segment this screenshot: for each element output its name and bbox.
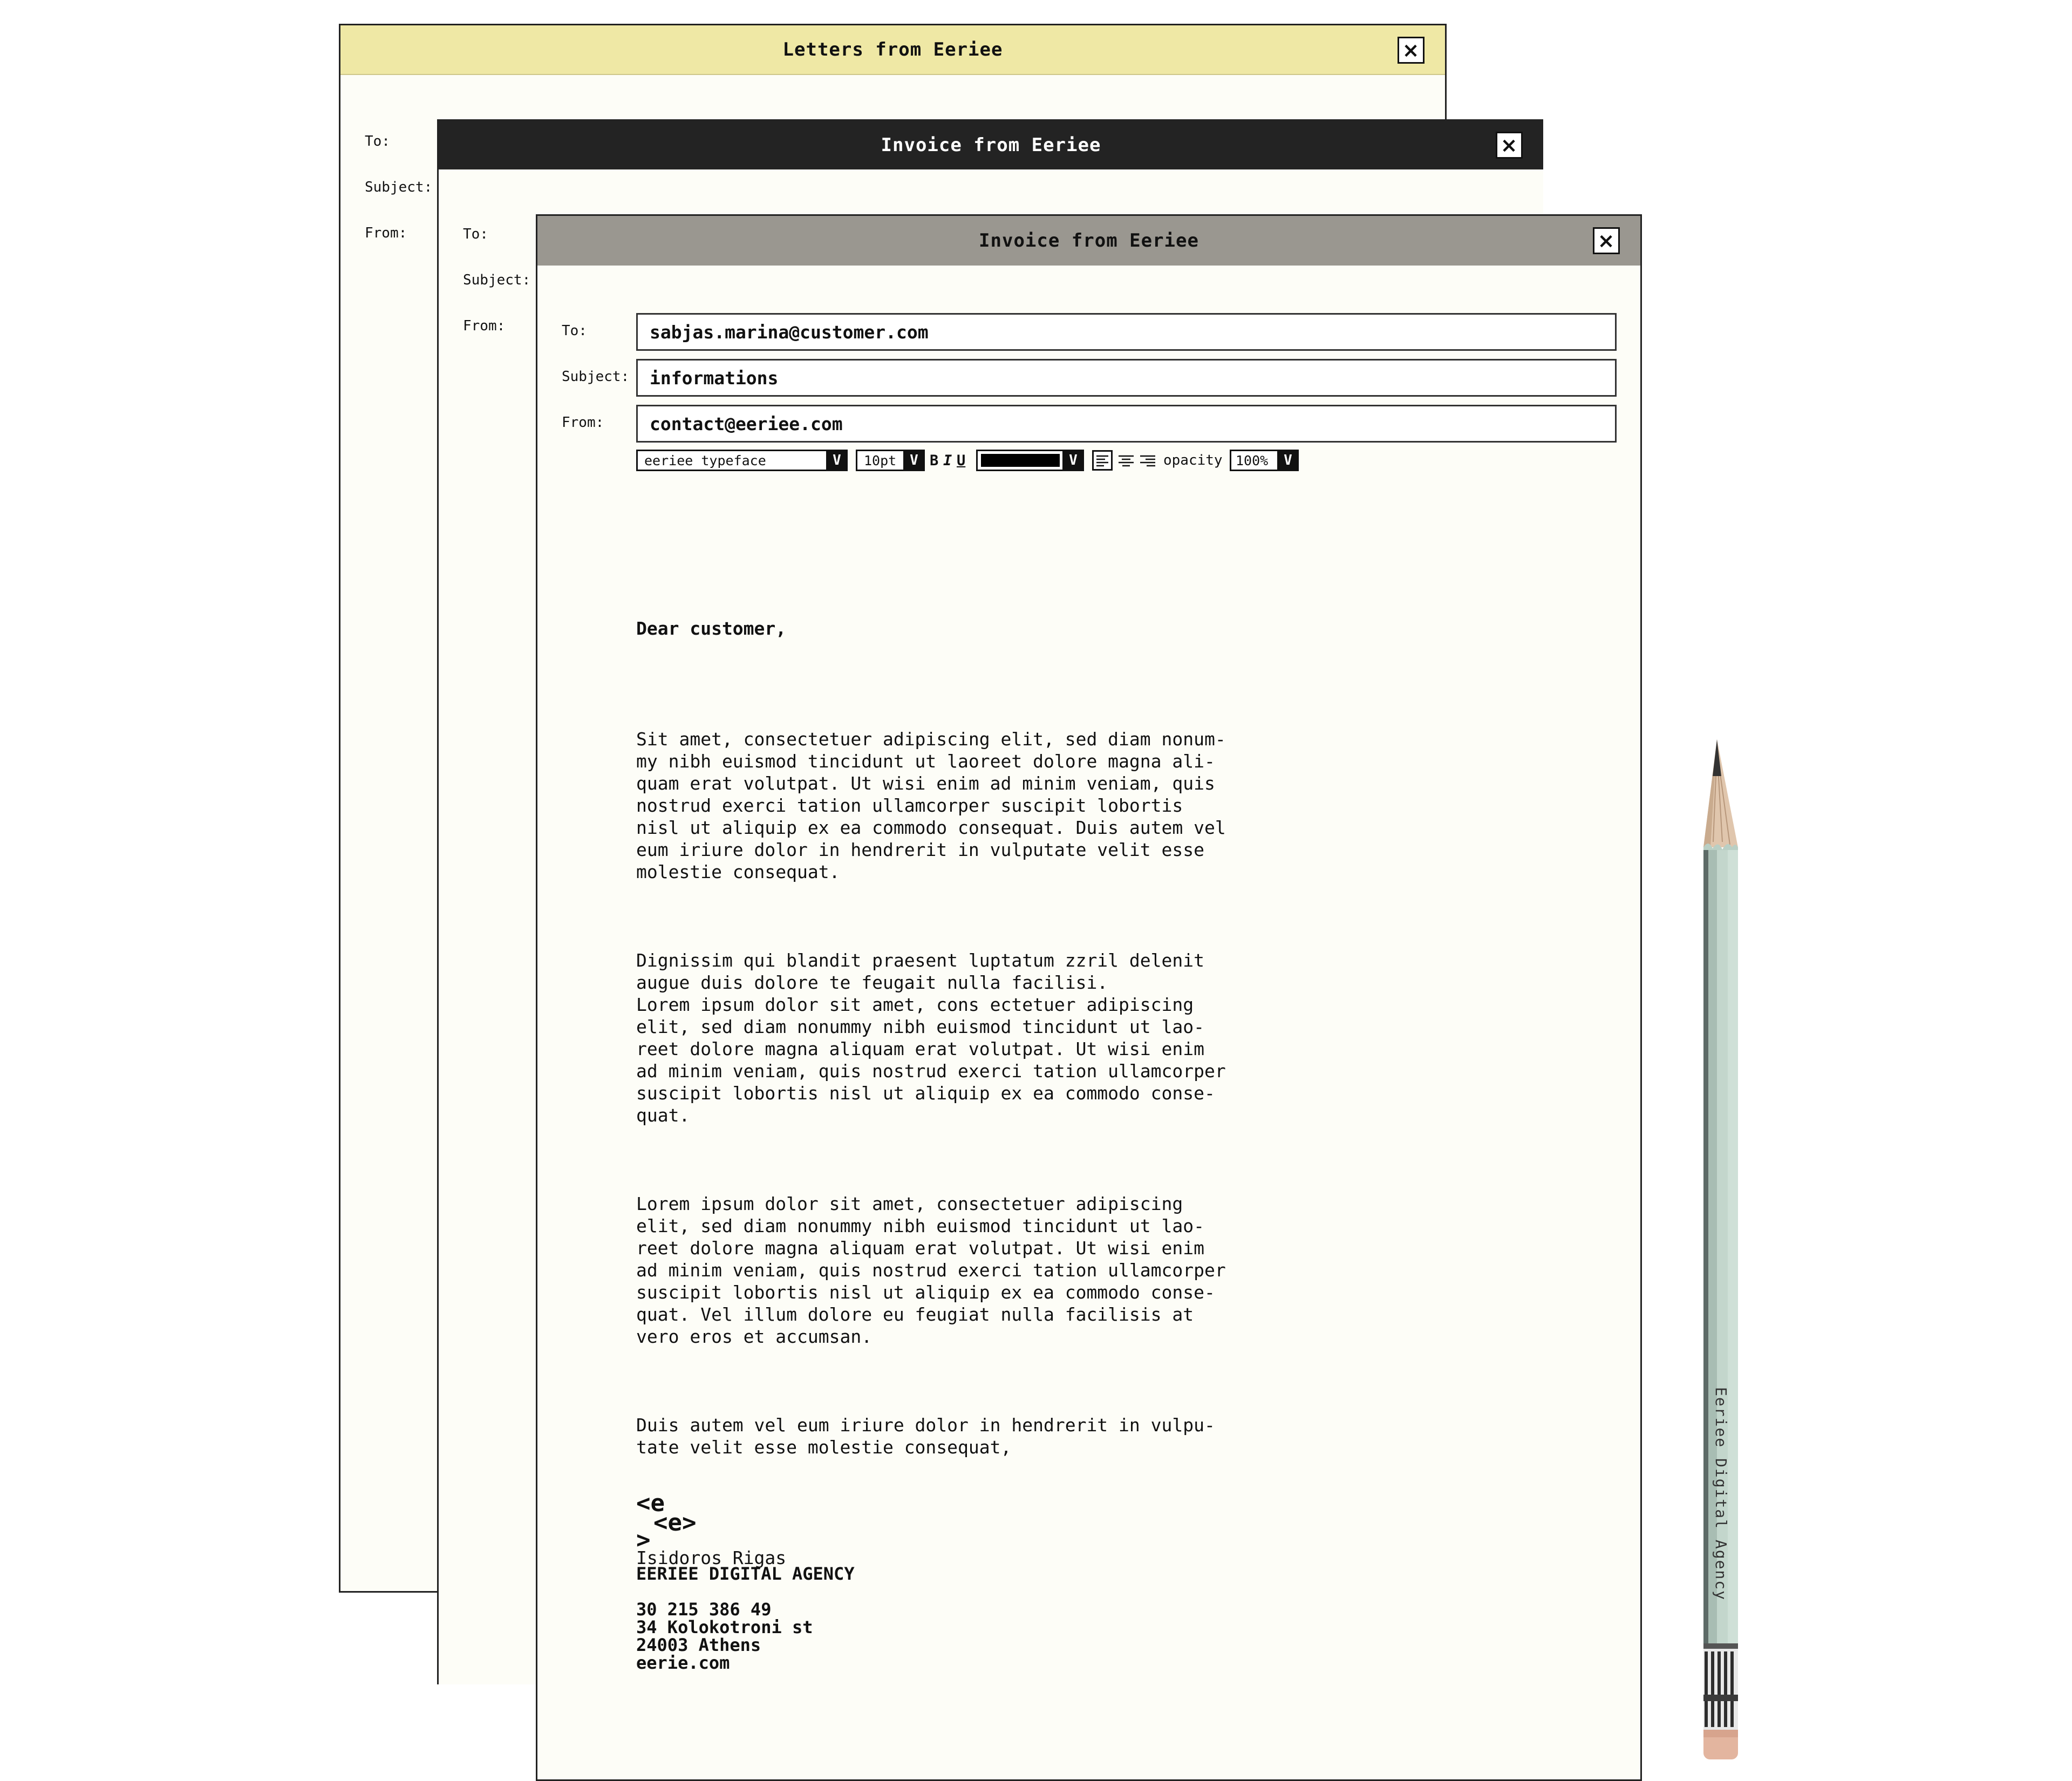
align-center-icon[interactable] [1117,450,1136,471]
subject-label: Subject: [562,369,630,385]
logo-part: <e [636,1490,665,1517]
letter-body[interactable] [636,573,1284,1635]
letter-paragraph: Duis autem vel eum iriure dolor in hendrerit in vulpu- tate velit esse molestie consequat, [636,1415,1215,1458]
letter-paragraph: Lorem ipsum dolor sit amet, consectetuer adipiscing elit, sed diam nonummy nibh euismod tincidunt ut lao- reet dolore magna aliquam erat volutpat. Ut wisi enim ad minim veniam, quis nostrud exerci tation ullamcorper suscipit lobortis nisl ut aliquip ex ea commodo conse- quat. Vel illum dolore eu feugiat nulla facilisis at vero eros et accumsan. [636,1193,1226,1347]
opacity-dropdown-icon[interactable]: V [1277,450,1299,471]
pencil-drawing [1694,739,1748,1765]
subject-label: Subject: [365,179,433,195]
text-color-swatch [981,454,1060,467]
close-icon[interactable]: × [1593,227,1620,254]
underline-button[interactable]: U [957,452,966,469]
letter-paragraph: Sit amet, consectetuer adipiscing elit, sed diam nonum- my nibh euismod tincidunt ut laoreet dolore magna ali- quam erat volutpat. Ut wisi enim ad minim veniam, quis nostrud exerci tation ullamcorper suscipit lobortis nisl ut aliquip ex ea commodo consequat. Duis autem vel eum iriure dolor in hendrerit in vulputate velit esse molestie consequat. [636,729,1226,882]
color-dropdown-icon[interactable]: V [1062,450,1084,471]
logo-part: <e> [653,1509,697,1537]
close-icon[interactable]: × [1398,37,1424,64]
to-label: To: [463,226,488,242]
align-right-icon[interactable] [1139,450,1158,471]
subject-label: Subject: [463,272,531,288]
agency-name: EERIEE DIGITAL AGENCY [636,1564,855,1584]
align-left-icon[interactable] [1092,450,1114,471]
from-label: From: [562,414,604,431]
close-icon[interactable]: × [1496,132,1523,159]
letters-window-titlebar[interactable] [340,25,1445,75]
font-dropdown-icon[interactable]: V [826,450,848,471]
size-dropdown-icon[interactable]: V [903,450,925,471]
to-label: To: [562,323,587,339]
letter-signature: Isidoros Rigas [636,1547,787,1568]
agency-contact: 30 215 386 49 34 Kolokotroni st 24003 Athens eerie.com [636,1599,813,1673]
subject-field[interactable]: informations [636,359,1617,397]
invoice-window-middle-title: Invoice from Eeriee [881,134,1101,156]
opacity-label: opacity [1163,452,1223,468]
size-select-value: 10pt [864,452,897,468]
letter-paragraph: Dignissim qui blandit praesent luptatum zzril delenit augue duis dolore te feugait nulla facilisi. Lorem ipsum dolor sit amet, cons ectetuer adipiscing elit, sed diam nonummy nibh euismod tincidunt ut lao- reet dolore magna aliquam erat volutpat. Ut wisi enim ad minim veniam, quis nostrud exerci tation ullamcorper suscipit lobortis nisl ut aliquip ex ea commodo conse- quat. [636,950,1226,1126]
to-label: To: [365,133,390,149]
invoice-window-middle-titlebar[interactable] [439,121,1543,169]
from-label: From: [365,225,407,241]
font-select-value: eeriee typeface [644,452,766,468]
bold-button[interactable]: B [930,452,939,469]
font-select[interactable] [636,450,848,471]
pencil [1694,739,1748,1765]
opacity-select-value: 100% [1236,452,1269,468]
invoice-window-front [536,214,1642,1781]
letters-window-title: Letters from Eeriee [782,39,1003,60]
letter-greeting: Dear customer, [636,618,787,639]
pencil-label-text: Eeriee Digital Agency [1712,1387,1730,1601]
logo-part: > [636,1526,651,1554]
italic-button[interactable]: I [943,452,952,469]
invoice-window-front-title: Invoice from Eeriee [979,230,1199,251]
invoice-window-front-titlebar[interactable] [537,216,1640,266]
agency-logo [636,1490,744,1554]
from-field[interactable]: contact@eeriee.com [636,405,1617,443]
to-field[interactable]: sabjas.marina@customer.com [636,313,1617,351]
from-label: From: [463,318,506,334]
